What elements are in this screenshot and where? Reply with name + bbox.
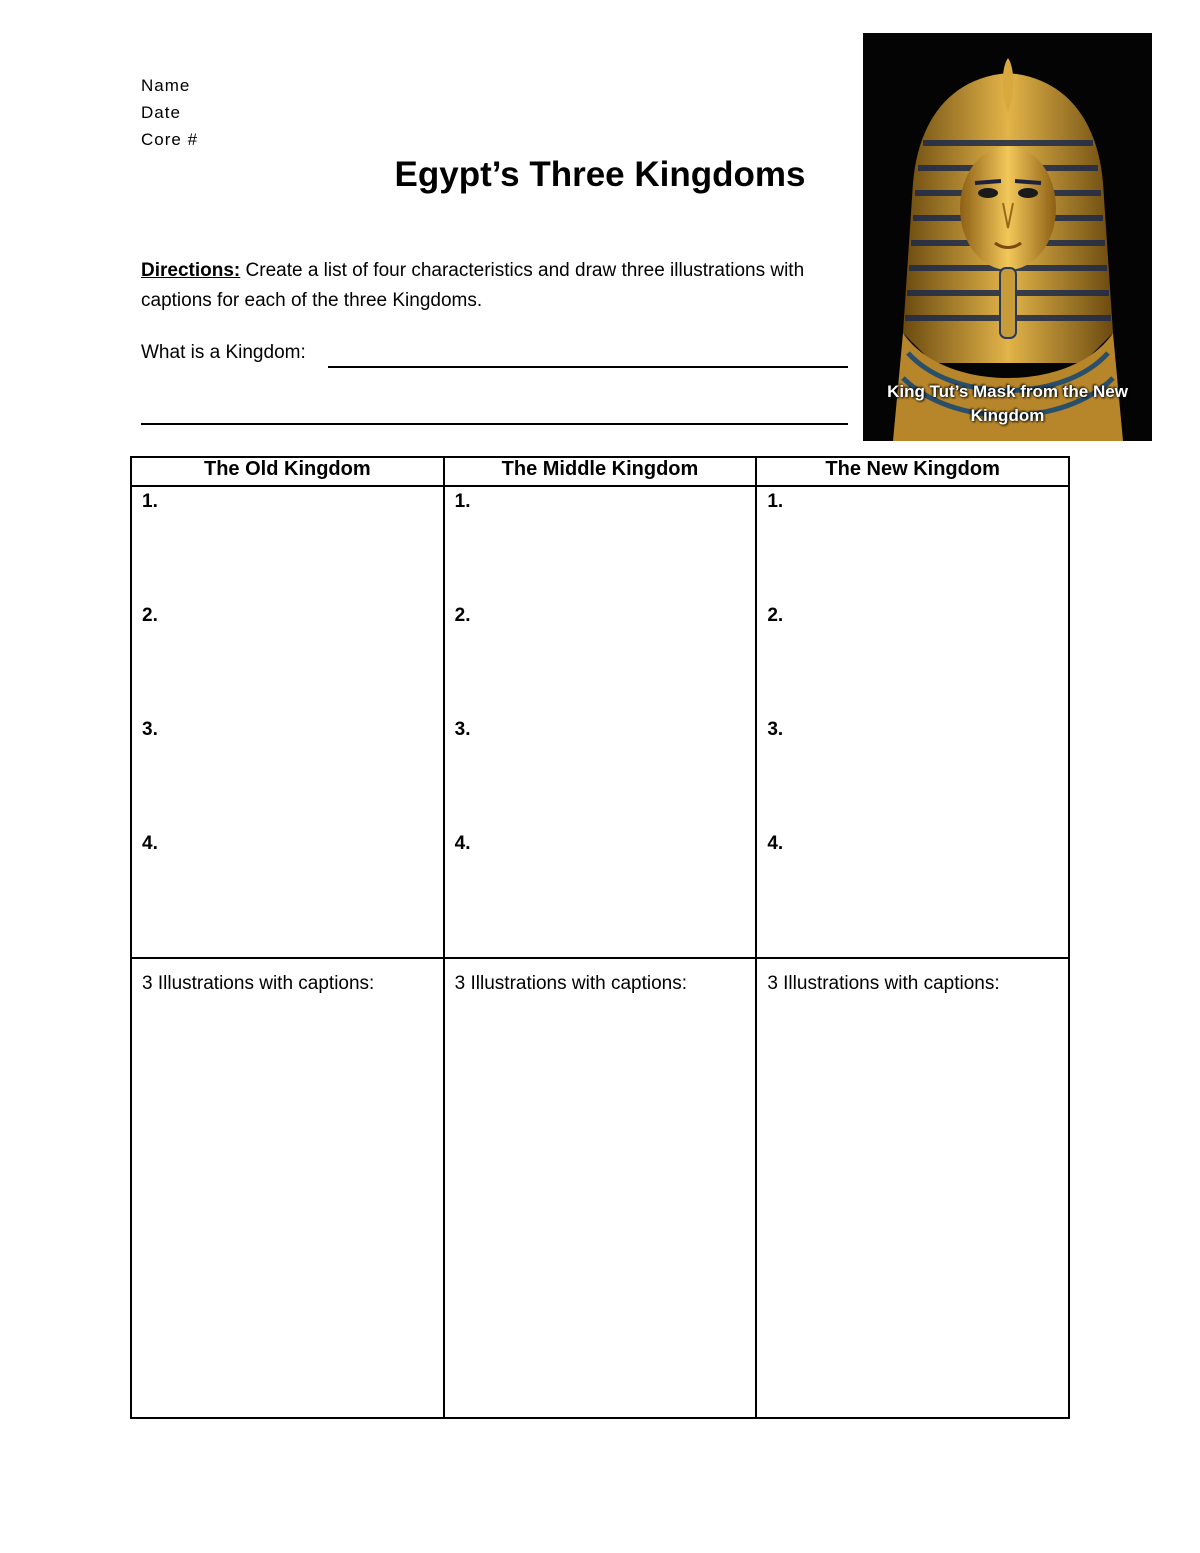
- column-header-middle-kingdom: The Middle Kingdom: [444, 457, 757, 486]
- item-number: 3.: [454, 719, 471, 740]
- column-header-old-kingdom: The Old Kingdom: [131, 457, 444, 486]
- item-number: 3.: [142, 719, 158, 740]
- middle-kingdom-illustrations[interactable]: [444, 958, 757, 1418]
- old-kingdom-illustrations[interactable]: [131, 958, 444, 1418]
- page-title: Egypt’s Three Kingdoms: [394, 155, 806, 194]
- item-number: 1.: [454, 491, 471, 512]
- directions-label: Directions:: [141, 260, 241, 281]
- item-number: 2.: [454, 605, 471, 626]
- item-number: 4.: [142, 833, 158, 854]
- date-label: Date: [141, 103, 181, 122]
- answer-line[interactable]: [141, 423, 848, 425]
- directions-text: Create a list of four characteristics and draw three illustrations with captions for each of the three Kingdoms.: [141, 260, 805, 311]
- item-number: 1.: [767, 491, 784, 512]
- photo-caption: King Tut’s Mask from the New Kingdom: [887, 382, 1128, 425]
- new-kingdom-illustrations[interactable]: [756, 958, 1069, 1418]
- name-label: Name: [141, 76, 191, 95]
- kingdom-question: What is a Kingdom:: [141, 342, 306, 363]
- item-number: 4.: [767, 833, 784, 854]
- item-number: 4.: [454, 833, 471, 854]
- student-info-fields: [141, 72, 198, 153]
- kingdoms-table: [130, 456, 1070, 1419]
- directions: [141, 256, 861, 316]
- old-kingdom-characteristics[interactable]: [131, 486, 444, 958]
- core-label: Core #: [141, 130, 199, 149]
- illustrations-label: 3 Illustrations with captions:: [142, 973, 375, 994]
- new-kingdom-characteristics[interactable]: [756, 486, 1069, 958]
- middle-kingdom-characteristics[interactable]: [444, 486, 757, 958]
- column-header-new-kingdom: The New Kingdom: [756, 457, 1069, 486]
- answer-line[interactable]: [328, 366, 848, 368]
- item-number: 3.: [767, 719, 784, 740]
- item-number: 2.: [142, 605, 158, 626]
- item-number: 1.: [142, 491, 158, 512]
- illustrations-label: 3 Illustrations with captions:: [767, 973, 1000, 994]
- item-number: 2.: [767, 605, 784, 626]
- king-tut-mask-photo: [863, 33, 1152, 441]
- illustrations-label: 3 Illustrations with captions:: [454, 973, 687, 994]
